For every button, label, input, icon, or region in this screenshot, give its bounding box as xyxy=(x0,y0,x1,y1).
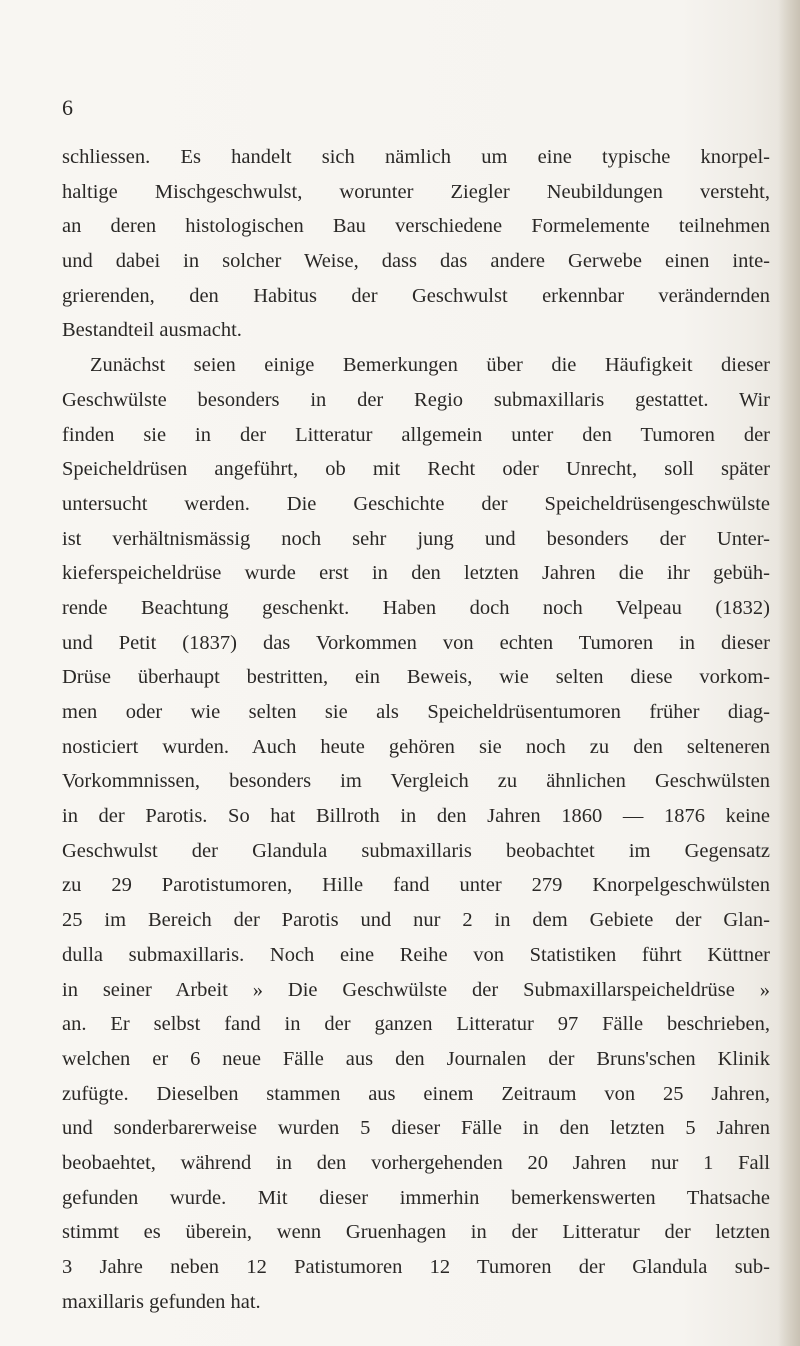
text-line: 3 Jahre neben 12 Patistumoren 12 Tumoren der Glandula sub- xyxy=(62,1256,770,1278)
text-line: Speicheldrüsen angeführt, ob mit Recht oder Unrecht, soll später xyxy=(62,458,770,481)
text-line: haltige Mischgeschwulst, worunter Ziegler Neubildungen versteht, xyxy=(62,180,770,203)
text-line: grierenden, den Habitus der Geschwulst erkennbar verändernden xyxy=(62,284,770,307)
text-line: Geschwülste besonders in der Regio submaxillaris gestattet. Wir xyxy=(62,388,770,411)
text-line: und dabei in solcher Weise, dass das andere Gerwebe einen inte- xyxy=(62,250,770,273)
text-line: Bestandteil ausmacht. xyxy=(62,319,242,342)
text-line: beobaehtet, während in den vorhergehenden 20 Jahren nur 1 Fall xyxy=(62,1151,770,1174)
text-line: in seiner Arbeit » Die Geschwülste der Submaxillarspeicheldrüse » xyxy=(62,978,770,1001)
text-line: 25 im Bereich der Parotis und nur 2 in dem Gebiete der Glan- xyxy=(62,909,770,932)
text-line: ist verhältnismässig noch sehr jung und besonders der Unter- xyxy=(62,527,770,550)
text-line: schliessen. Es handelt sich nämlich um eine typische knorpel- xyxy=(62,146,770,168)
text-line: kieferspeicheldrüse wurde erst in den letzten Jahren die ihr gebüh- xyxy=(62,562,770,585)
text-line: Vorkommnissen, besonders im Vergleich zu ähnlichen Geschwülsten xyxy=(62,770,770,793)
text-line: welchen er 6 neue Fälle aus den Journalen der Bruns'schen Klinik xyxy=(62,1047,770,1070)
text-line: und Petit (1837) das Vorkommen von echten Tumoren in dieser xyxy=(62,631,770,654)
text-line: rende Beachtung geschenkt. Haben doch noch Velpeau (1832) xyxy=(62,596,770,619)
text-line: men oder wie selten sie als Speicheldrüsentumoren früher diag- xyxy=(62,701,770,723)
text-line: an. Er selbst fand in der ganzen Litteratur 97 Fälle beschrieben, xyxy=(62,1013,770,1036)
text-line: und sonderbarerweise wurden 5 dieser Fälle in den letzten 5 Jahren xyxy=(62,1117,770,1140)
text-line: Zunächst seien einige Bemerkungen über die Häufigkeit dieser xyxy=(90,354,770,377)
text-line: Geschwulst der Glandula submaxillaris beobachtet im Gegensatz xyxy=(62,839,770,862)
text-line: Drüse überhaupt bestritten, ein Beweis, wie selten diese vorkom- xyxy=(62,666,770,689)
text-line: an deren histologischen Bau verschiedene Formelemente teilnehmen xyxy=(62,215,770,238)
text-line: gefunden wurde. Mit dieser immerhin bemerkenswerten Thatsache xyxy=(62,1186,770,1209)
body-text xyxy=(62,140,770,1319)
page-number: 6 xyxy=(62,95,73,120)
text-line: maxillaris gefunden hat. xyxy=(62,1290,261,1313)
text-line: zufügte. Dieselben stammen aus einem Zeitraum von 25 Jahren, xyxy=(62,1082,770,1105)
text-line: dulla submaxillaris. Noch eine Reihe von Statistiken führt Küttner xyxy=(62,943,770,966)
text-line: stimmt es überein, wenn Gruenhagen in der Litteratur der letzten xyxy=(62,1221,770,1244)
text-line: zu 29 Parotistumoren, Hille fand unter 279 Knorpelgeschwülsten xyxy=(62,874,770,897)
text-line: untersucht werden. Die Geschichte der Speicheldrüsengeschwülste xyxy=(62,492,770,515)
text-line: nosticiert wurden. Auch heute gehören sie noch zu den selteneren xyxy=(62,735,770,758)
text-line: in der Parotis. So hat Billroth in den Jahren 1860 — 1876 keine xyxy=(62,805,770,828)
text-line: finden sie in der Litteratur allgemein unter den Tumoren der xyxy=(62,423,770,446)
page-edge xyxy=(778,0,800,1346)
